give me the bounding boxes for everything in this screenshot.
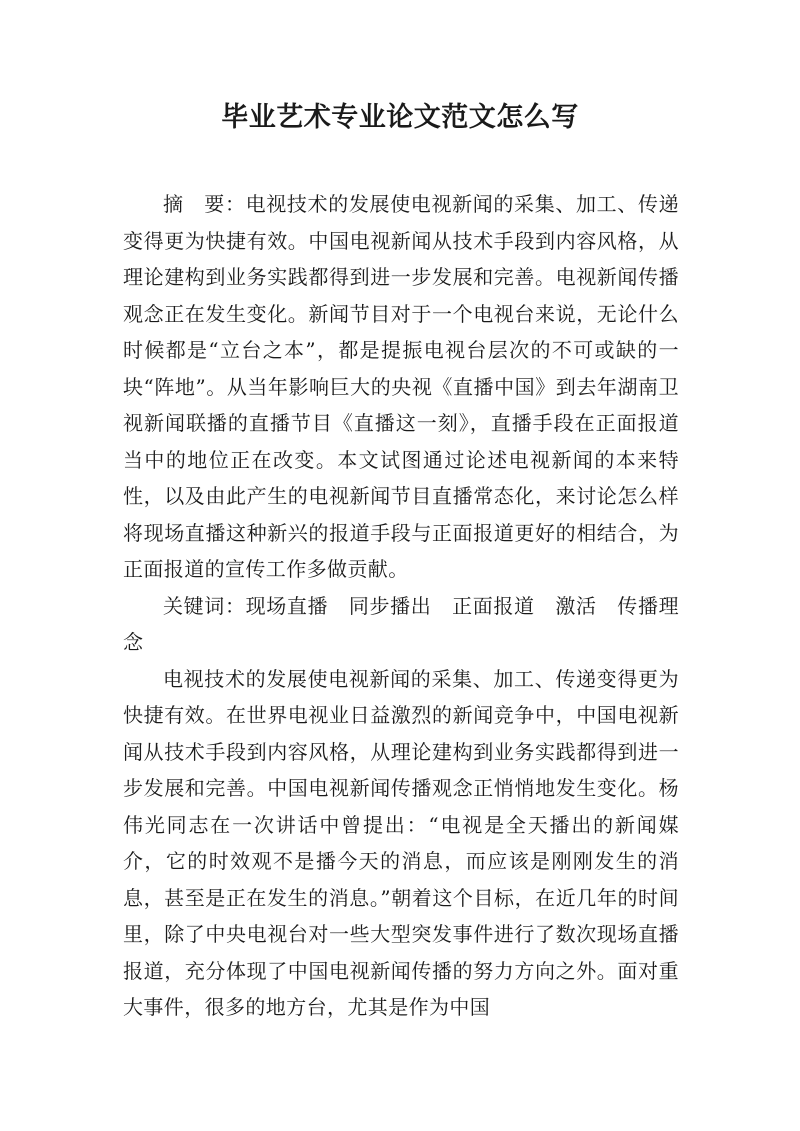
document-title: 毕业艺术专业论文范文怎么写: [221, 102, 579, 133]
keywords-paragraph: 关键词：现场直播 同步播出 正面报道 激活 传播理念: [123, 593, 679, 654]
abstract-paragraph: 摘 要：电视技术的发展使电视新闻的采集、加工、传递变得更为快捷有效。中国电视新闻从技术手段到内容风格，从理论建构到业务实践都得到进一步发展和完善。电视新闻传播观念正在发生变化。新闻节目对于一个电视台来说，无论什么时候都是“立台之本”，都是提振电视台层次的不可或缺的一块“阵地”。从当年影响巨大的央视《直播中国》到去年湖南卫视新闻联播的直播节目《直播这一刻》，直播手段在正面报道当中的地位正在改变。本文试图通过论述电视新闻的本来特性，以及由此产生的电视新闻节目直播常态化，来讨论怎么样将现场直播这种新兴的报道手段与正面报道更好的相结合，为正面报道的宣传工作多做贡献。: [123, 192, 679, 581]
document-body: [123, 186, 679, 1026]
body-paragraph: 电视技术的发展使电视新闻的采集、加工、传递变得更为快捷有效。在世界电视业日益激烈的新闻竞争中，中国电视新闻从技术手段到内容风格，从理论建构到业务实践都得到进一步发展和完善。中国电视新闻传播观念正悄悄地发生变化。杨伟光同志在一次讲话中曾提出：“电视是全天播出的新闻媒介，它的时效观不是播今天的消息，而应该是刚刚发生的消息，甚至是正在发生的消息。”朝着这个目标，在近几年的时间里，除了中央电视台对一些大型突发事件进行了数次现场直播报道，充分体现了中国电视新闻传播的努力方向之外。面对重大事件，很多的地方台，尤其是作为中国: [123, 666, 679, 1019]
